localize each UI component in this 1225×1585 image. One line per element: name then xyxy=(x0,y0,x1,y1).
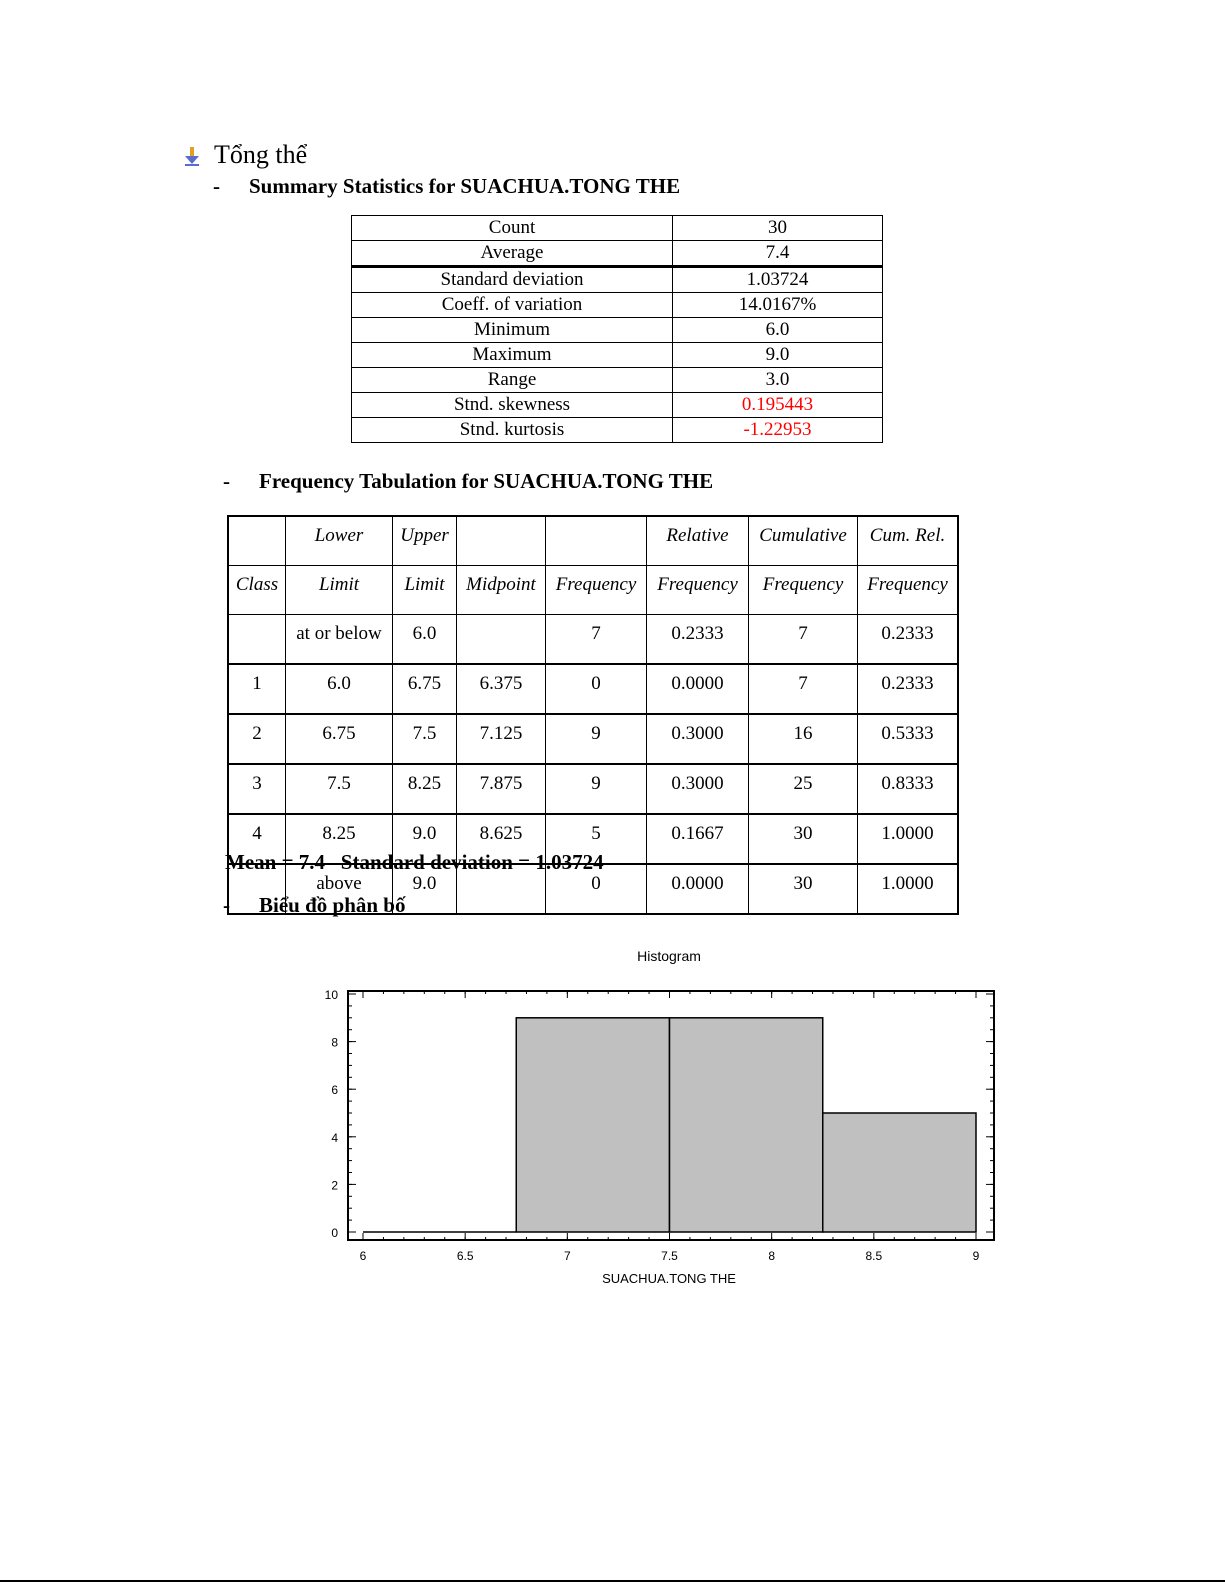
cell-relative-frequency: 0.0000 xyxy=(647,664,749,714)
cell-cum-rel-frequency: Cum. Rel. xyxy=(858,516,959,566)
summary-row xyxy=(352,368,883,393)
summary-row xyxy=(352,343,883,368)
summary-value: 0.195443 xyxy=(673,393,883,418)
summary-row xyxy=(352,267,883,293)
frequency-heading-text: Frequency Tabulation for SUACHUA.TONG THE xyxy=(259,469,714,493)
summary-label: Stnd. kurtosis xyxy=(352,418,673,443)
cell-cum-rel-frequency: 0.5333 xyxy=(858,714,959,764)
histogram-bar xyxy=(823,1113,976,1232)
x-tick-label: 6 xyxy=(359,1249,367,1263)
summary-heading-text: Summary Statistics for SUACHUA.TONG THE xyxy=(249,174,681,198)
distribution-heading-text: Biểu đồ phân bố xyxy=(259,893,406,917)
cell-relative-frequency: 0.0000 xyxy=(647,864,749,914)
summary-row xyxy=(352,318,883,343)
cell-upper-limit: 6.0 xyxy=(393,615,457,665)
cell-relative-frequency: 0.2333 xyxy=(647,615,749,665)
summary-row xyxy=(352,241,883,267)
cell-cumulative-frequency: 7 xyxy=(749,664,858,714)
cell-frequency: 0 xyxy=(546,864,647,914)
cell-cumulative-frequency: 30 xyxy=(749,864,858,914)
cell-cumulative-frequency: 16 xyxy=(749,714,858,764)
cell-relative-frequency: 0.3000 xyxy=(647,714,749,764)
summary-value: 9.0 xyxy=(673,343,883,368)
cell-class xyxy=(228,615,286,665)
cell-midpoint xyxy=(457,615,546,665)
summary-row xyxy=(352,216,883,241)
cell-class: 1 xyxy=(228,664,286,714)
cell-frequency: 9 xyxy=(546,714,647,764)
y-tick-label: 8 xyxy=(331,1035,338,1050)
cell-cum-rel-frequency: 1.0000 xyxy=(858,814,959,864)
cell-cum-rel-frequency: 0.2333 xyxy=(858,664,959,714)
y-tick-label: 2 xyxy=(331,1178,338,1193)
cell-frequency: 7 xyxy=(546,615,647,665)
page-bottom-rule xyxy=(0,1580,1225,1582)
frequency-heading: - Frequency Tabulation for SUACHUA.TONG THE xyxy=(223,469,714,493)
cell-frequency: 0 xyxy=(546,664,647,714)
summary-label: Stnd. skewness xyxy=(352,393,673,418)
summary-value: 30 xyxy=(673,216,883,241)
cell-upper-limit: 9.0 xyxy=(393,814,457,864)
cell-cum-rel-frequency: 0.2333 xyxy=(858,615,959,665)
header-row-bottom xyxy=(228,566,958,615)
section-title: Tổng thể xyxy=(214,140,308,169)
header-row-top xyxy=(228,516,958,566)
cell-upper-limit: 7.5 xyxy=(393,714,457,764)
cell-frequency xyxy=(546,516,647,566)
cell-midpoint: 7.875 xyxy=(457,764,546,814)
down-arrow-icon xyxy=(182,144,202,166)
summary-row xyxy=(352,418,883,443)
cell-upper-limit: Upper xyxy=(393,516,457,566)
summary-table xyxy=(351,215,883,443)
y-tick-label: 6 xyxy=(331,1083,338,1098)
x-tick-label: 6.5 xyxy=(456,1249,474,1263)
histogram-bar xyxy=(670,1018,823,1232)
cell-lower-limit: 7.5 xyxy=(286,764,393,814)
cell-lower-limit: 6.0 xyxy=(286,664,393,714)
cell-lower-limit: Limit xyxy=(286,566,393,615)
distribution-heading: - Biểu đồ phân bố xyxy=(223,893,406,917)
mean-sd-line xyxy=(225,850,604,875)
x-tick-label: 7 xyxy=(563,1249,571,1263)
cell-class: 2 xyxy=(228,714,286,764)
table-row xyxy=(228,664,958,714)
cell-lower-limit: 6.75 xyxy=(286,714,393,764)
summary-value: 1.03724 xyxy=(673,267,883,293)
histogram-bar xyxy=(516,1018,669,1232)
chart-title: Histogram xyxy=(637,948,701,964)
mean-label: Mean = 7.4 xyxy=(225,850,326,874)
table-row xyxy=(228,615,958,665)
cell-cumulative-frequency: 30 xyxy=(749,814,858,864)
cell-frequency: Frequency xyxy=(546,566,647,615)
x-tick-label: 7.5 xyxy=(661,1249,678,1263)
summary-label: Standard deviation xyxy=(352,267,673,293)
cell-cumulative-frequency: Frequency xyxy=(749,566,858,615)
cell-relative-frequency: Relative xyxy=(647,516,749,566)
histogram-chart xyxy=(300,940,1020,1300)
cell-upper-limit: Limit xyxy=(393,566,457,615)
summary-label: Maximum xyxy=(352,343,673,368)
cell-midpoint: 6.375 xyxy=(457,664,546,714)
y-tick-label: 4 xyxy=(331,1130,338,1145)
cell-relative-frequency: Frequency xyxy=(647,566,749,615)
cell-cum-rel-frequency: 1.0000 xyxy=(858,864,959,914)
summary-value: 14.0167% xyxy=(673,293,883,318)
summary-label: Coeff. of variation xyxy=(352,293,673,318)
section-heading xyxy=(182,140,307,170)
cell-frequency: 9 xyxy=(546,764,647,814)
summary-label: Range xyxy=(352,368,673,393)
x-axis-label: SUACHUA.TONG THE xyxy=(602,1271,736,1286)
cell-frequency: 5 xyxy=(546,814,647,864)
cell-lower-limit: 8.25 xyxy=(286,814,393,864)
cell-cumulative-frequency: 7 xyxy=(749,615,858,665)
cell-midpoint xyxy=(457,516,546,566)
cell-class: 4 xyxy=(228,814,286,864)
y-tick-label: 10 xyxy=(324,988,338,1002)
cell-midpoint: 8.625 xyxy=(457,814,546,864)
cell-upper-limit: 9.0 xyxy=(393,864,457,914)
cell-lower-limit: Lower xyxy=(286,516,393,566)
sd-label: Standard deviation = 1.03724 xyxy=(340,850,604,874)
cell-cumulative-frequency: 25 xyxy=(749,764,858,814)
summary-value: 7.4 xyxy=(673,241,883,267)
summary-label: Count xyxy=(352,216,673,241)
summary-row xyxy=(352,293,883,318)
cell-cum-rel-frequency: 0.8333 xyxy=(858,764,959,814)
summary-value: 6.0 xyxy=(673,318,883,343)
cell-lower-limit: at or below xyxy=(286,615,393,665)
cell-midpoint: Midpoint xyxy=(457,566,546,615)
cell-cumulative-frequency: Cumulative xyxy=(749,516,858,566)
summary-row xyxy=(352,393,883,418)
cell-lower-limit: above xyxy=(286,864,393,914)
cell-midpoint: 7.125 xyxy=(457,714,546,764)
summary-label: Minimum xyxy=(352,318,673,343)
table-row xyxy=(228,714,958,764)
cell-relative-frequency: 0.1667 xyxy=(647,814,749,864)
cell-class xyxy=(228,516,286,566)
cell-class: Class xyxy=(228,566,286,615)
x-tick-label: 8 xyxy=(768,1249,776,1263)
summary-label: Average xyxy=(352,241,673,267)
cell-cum-rel-frequency: Frequency xyxy=(858,566,959,615)
cell-relative-frequency: 0.3000 xyxy=(647,764,749,814)
y-tick-label: 0 xyxy=(331,1226,338,1240)
summary-heading: - Summary Statistics for SUACHUA.TONG THE xyxy=(213,174,681,198)
x-tick-label: 9 xyxy=(972,1249,980,1263)
x-tick-label: 8.5 xyxy=(865,1249,883,1263)
summary-value: -1.22953 xyxy=(673,418,883,443)
summary-value: 3.0 xyxy=(673,368,883,393)
cell-class: 3 xyxy=(228,764,286,814)
cell-upper-limit: 8.25 xyxy=(393,764,457,814)
cell-upper-limit: 6.75 xyxy=(393,664,457,714)
table-row xyxy=(228,764,958,814)
